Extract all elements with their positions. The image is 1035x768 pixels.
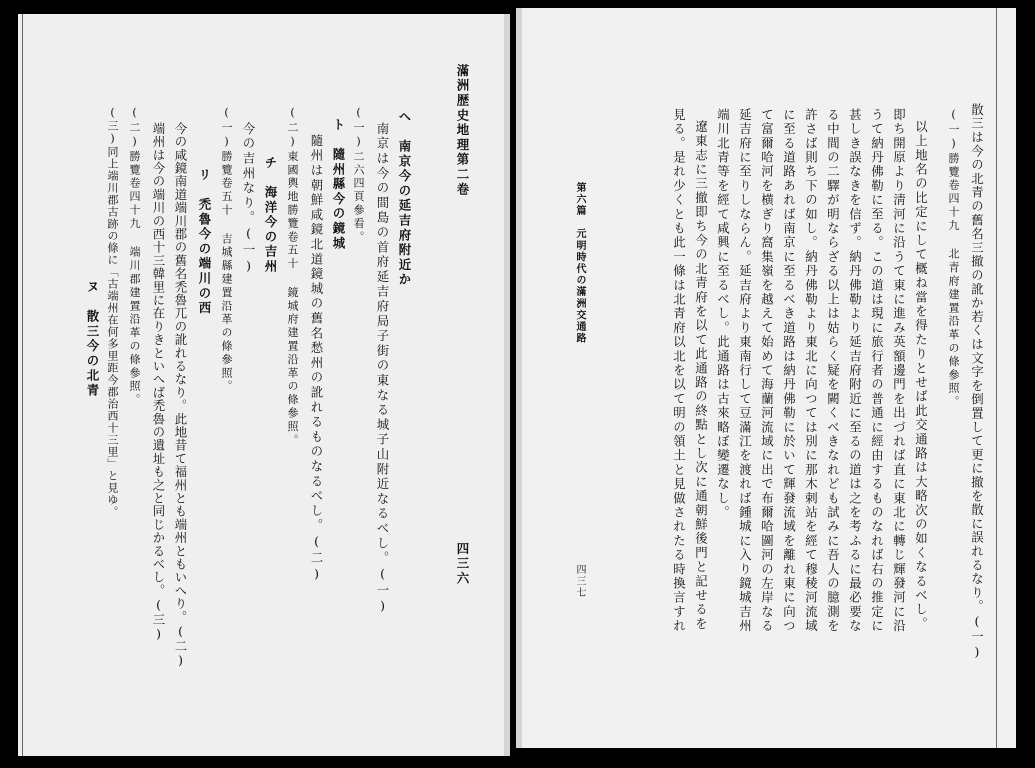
footnote-column: (二)勝覽卷四十九 端川郡建置沿革の條參照。 bbox=[128, 106, 141, 407]
text-column: 見る。是れ少くとも此一條は北青府以北を以て明の領土と見做されたる時換言すれ bbox=[671, 108, 687, 634]
text-column: 今の咸鏡南道端川郡の舊名禿魯兀の訛れるなり。此地昔て福州とも端州ともいへり。(二) bbox=[173, 122, 188, 669]
text-column: 今の吉州なり。(一) bbox=[241, 122, 256, 276]
running-header: 滿洲歴史地理第二卷 bbox=[455, 64, 470, 198]
text-column: うて納丹佛勒に至る。この道は現に旅行者の普通に經由するものなれば右の推定に bbox=[869, 108, 885, 634]
text-column: 端州は今の端川の西十三韓里に在りきといへば禿魯の遺址も之と同じかるべし。(三) bbox=[151, 122, 166, 642]
page-edge-line bbox=[996, 8, 997, 748]
text-column: 許さば則ち下の如し。納丹佛勒より東北に向つては別に那木剌站を經て穆稜河流域 bbox=[803, 108, 819, 634]
page-number: 四三六 bbox=[455, 542, 470, 587]
footnote-column: (一)勝覽卷四十九 北青府建置沿革の條參照。 bbox=[947, 108, 960, 409]
text-column: 散三は今の北青の舊名三撤の訛か若くは文字を倒置して更に撤を散に誤れるなり。(一) bbox=[969, 103, 985, 661]
page-gutter bbox=[516, 8, 522, 748]
text-column: リ 禿魯今の端川の西 bbox=[197, 168, 212, 316]
page-437 bbox=[516, 8, 1016, 748]
text-column: 甚しき誤なきを信ず。納丹佛勒より延吉府附近に至るの道は之を考ふるに最必要な bbox=[847, 108, 863, 634]
text-column: に至る道路あれば南京に至るべき道路は納丹佛勒に於いて輝發流域を離れ東に向つ bbox=[781, 108, 797, 634]
page-edge-line bbox=[22, 14, 23, 756]
footnote-column: (一)勝覽卷五十 吉城縣建置沿革の條參照。 bbox=[220, 106, 233, 394]
footnote-column: (二)東國輿地勝覽卷五十 鏡城府建置沿革の條參照。 bbox=[286, 106, 299, 447]
footnote-column: (一)二六四頁參看。 bbox=[352, 106, 365, 244]
text-column: 南京は今の間島の首府延吉府局子街の東なる城子山附近なるべし。(一) bbox=[375, 122, 390, 616]
text-column: チ 海洋今の吉州 bbox=[263, 156, 278, 275]
text-column: 遼東志に三撤即ち今の北青府を以て此通路の終點とし次に通朝鮮後門と記せるを bbox=[693, 120, 709, 632]
text-column: 即ち開原より淸河に沿うて東に進み英額邊門を出づれば直に東北に轉じ輝發河に沿 bbox=[891, 108, 907, 634]
footnote-column: (三)同上端川郡古跡の條に「古端州在何多里距今郡治西十三里」と見ゆ。 bbox=[106, 106, 119, 518]
page-gutter bbox=[504, 14, 510, 756]
text-column: ト 隨州縣今の鏡城 bbox=[331, 118, 346, 252]
text-column: へ 南京今の延吉府附近か bbox=[397, 110, 412, 288]
text-column: て富爾哈河を横ぎり窩集嶺を越えて始めて海蘭河流域に出で布爾哈圖河の左岸なる bbox=[759, 108, 775, 634]
text-column: 延吉府に至りしならん。延吉府より東南行して豆滿江を渡れば鍾城に入り鏡城吉州 bbox=[737, 108, 753, 634]
text-column: 隨州は朝鮮咸鏡北道鏡城の舊名愁州の訛れるものなるべし。(二) bbox=[309, 134, 324, 584]
page-436 bbox=[18, 14, 510, 756]
text-column: 端川北青等を經て咸興に至るべし。此通路は古來略ぼ變遷なし。 bbox=[715, 108, 731, 520]
text-column: ヌ 散三今の北青 bbox=[85, 280, 100, 399]
running-footer: 第六篇 元明時代の滿洲交通路 bbox=[574, 182, 585, 345]
text-column: る中間の二驛が明ならざる以上は姑らく疑を闕くべきなれども試みに吾人の臆測を bbox=[825, 108, 841, 634]
text-column: 以上地名の比定にして概ね當を得たりとせば此交通路は大略次の如くなるべし。 bbox=[913, 120, 929, 632]
page-number: 四三七 bbox=[574, 564, 585, 599]
